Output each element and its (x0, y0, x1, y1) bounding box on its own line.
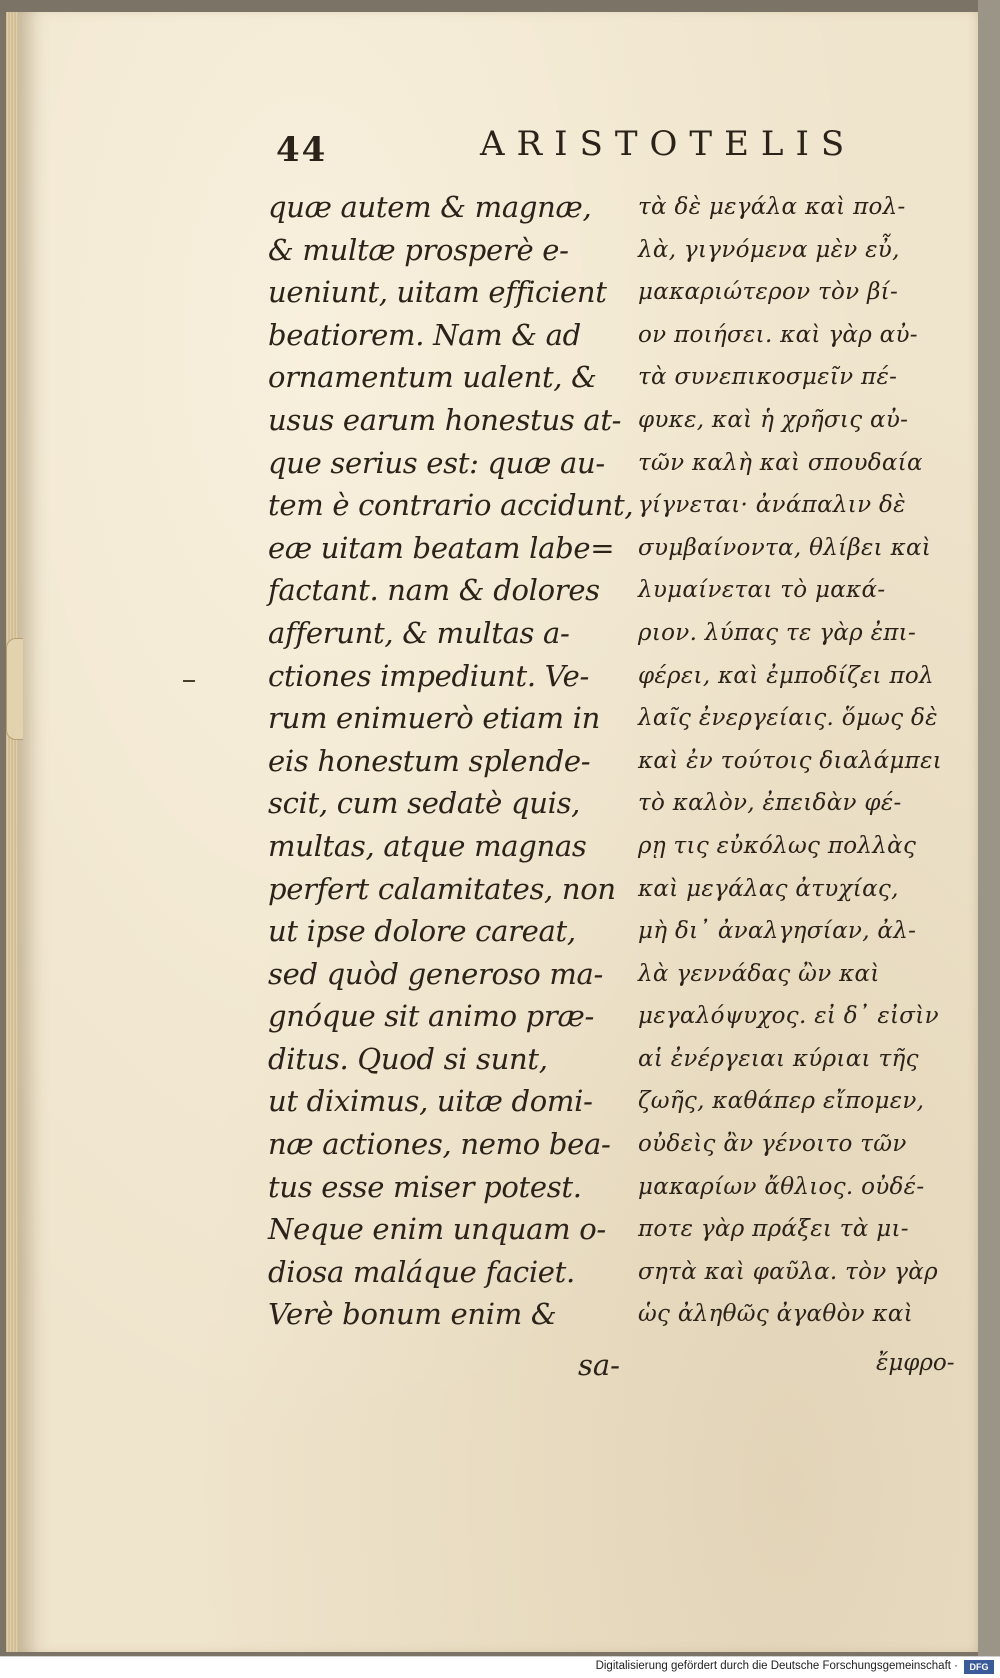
greek-text-line: μακαριώτερον τὸν βί- (638, 279, 899, 306)
greek-text-line: καὶ μεγάλας ἀτυχίας, (638, 875, 899, 902)
latin-text-line: beatiorem. Nam & ad (268, 317, 581, 352)
greek-text-line: λὰ γεννάδας ὢν καὶ (638, 960, 880, 987)
latin-text-line: ornamentum ualent, & (268, 360, 597, 395)
latin-text-line: tem è contrario accidunt, (268, 488, 634, 523)
greek-catchword: ἔμφρο- (876, 1350, 955, 1376)
latin-text-line: Neque enim unquam o- (268, 1212, 606, 1247)
latin-text-line: rum enimuerò etiam in (268, 701, 601, 736)
latin-text-line: ut diximus, uitæ domi- (268, 1084, 593, 1119)
latin-text-line: ut ipse dolore careat, (268, 914, 576, 949)
latin-text-line: quæ autem & magnæ, (268, 190, 592, 224)
greek-text-line: λαῖς ἐνεργείαις. ὅμως δὲ (638, 705, 938, 732)
greek-text-line: τῶν καλὴ καὶ σπουδαία (638, 449, 923, 476)
greek-text-line: γίγνεται· ἀνάπαλιν δὲ (638, 492, 906, 519)
page-tab-mark (6, 638, 23, 740)
latin-text-line: afferunt, & multas a- (268, 615, 570, 650)
dfg-logo: DFG (964, 1660, 994, 1674)
greek-text-line: ποτε γὰρ πράξει τὰ μι- (638, 1216, 909, 1243)
greek-column (638, 186, 958, 1336)
greek-text-line: φυκε, καὶ ἡ χρῆσις αὐ- (638, 406, 909, 433)
greek-text-line: σητὰ καὶ φαῦλα. τὸν γὰρ (638, 1258, 938, 1285)
scan-right-strip (978, 0, 1000, 1656)
running-head: ARISTOTELIS (480, 124, 857, 164)
latin-text-line: eæ uitam beatam labe= (268, 530, 615, 565)
footer-credit: Digitalisierung gefördert durch die Deutsche Forschungsgemeinschaft · (595, 1660, 958, 1672)
greek-text-line: καὶ ἐν τούτοις διαλάμπει (638, 747, 943, 774)
greek-text-line: οὐδεὶς ἂν γένοιτο τῶν (638, 1131, 907, 1158)
latin-text-line: scit, cum sedatè quis, (268, 786, 581, 821)
latin-text-line: tus esse miser potest. (268, 1169, 582, 1204)
margin-dash-mark (183, 680, 195, 682)
latin-text-line: næ actiones, nemo bea- (268, 1127, 611, 1162)
latin-text-line: ditus. Quod si sunt, (268, 1041, 548, 1076)
latin-text-line: diosa maláque faciet. (268, 1254, 575, 1289)
latin-text-line: eis honestum splende- (268, 743, 591, 778)
latin-column (268, 186, 634, 1336)
latin-text-line: & multæ prosperè e- (268, 232, 569, 267)
latin-catchword: sa- (578, 1348, 620, 1382)
greek-text-line: φέρει, καὶ ἐμποδίζει πολ (638, 662, 934, 689)
greek-text-line: ζωῆς, καθάπερ εἴπομεν, (638, 1088, 925, 1115)
greek-text-line: τὸ καλὸν, ἐπειδὰν φέ- (638, 790, 902, 817)
greek-text-line: λὰ, γιγνόμενα μὲν εὖ, (638, 236, 900, 263)
latin-text-line: ctiones impediunt. Ve- (268, 658, 589, 693)
latin-text-line: perfert calamitates, non (268, 871, 616, 906)
greek-text-line: ριον. λύπας τε γὰρ ἐπι- (638, 619, 917, 646)
greek-text-line: μακαρίων ἄθλιος. οὐδέ- (638, 1173, 925, 1200)
greek-text-line: ρῃ τις εὐκόλως πολλὰς (638, 832, 917, 859)
latin-text-line: gnóque sit animo præ- (268, 999, 594, 1034)
latin-text-line: usus earum honestus at- (268, 402, 622, 437)
footer-bar (0, 1656, 1000, 1678)
greek-text-line: ον ποιήσει. καὶ γὰρ αὐ- (638, 321, 918, 348)
greek-text-line: αἱ ἐνέργειαι κύριαι τῆς (638, 1045, 919, 1072)
greek-text-line: ὡς ἀληθῶς ἀγαθὸν καὶ (638, 1301, 914, 1328)
greek-text-line: μεγαλόψυχος. εἰ δ᾽ εἰσὶν (638, 1003, 939, 1030)
latin-text-line: Verè bonum enim & (268, 1297, 557, 1332)
greek-text-line: τὰ συνεπικοσμεῖν πέ- (638, 364, 898, 391)
latin-text-line: sed quòd generoso ma- (268, 956, 604, 991)
latin-text-line: multas, atque magnas (268, 828, 587, 863)
greek-text-line: μὴ δι᾽ ἀναλγησίαν, ἀλ- (638, 918, 917, 945)
latin-text-line: que serius est: quæ au- (268, 445, 605, 480)
latin-text-line: factant. nam & dolores (268, 573, 600, 608)
greek-text-line: τὰ δὲ μεγάλα καὶ πολ- (638, 194, 906, 220)
greek-text-line: λυμαίνεται τὸ μακά- (638, 577, 886, 604)
page-number: 44 (276, 130, 328, 170)
greek-text-line: συμβαίνοντα, θλίβει καὶ (638, 534, 932, 561)
latin-text-line: ueniunt, uitam efficient (268, 275, 607, 310)
